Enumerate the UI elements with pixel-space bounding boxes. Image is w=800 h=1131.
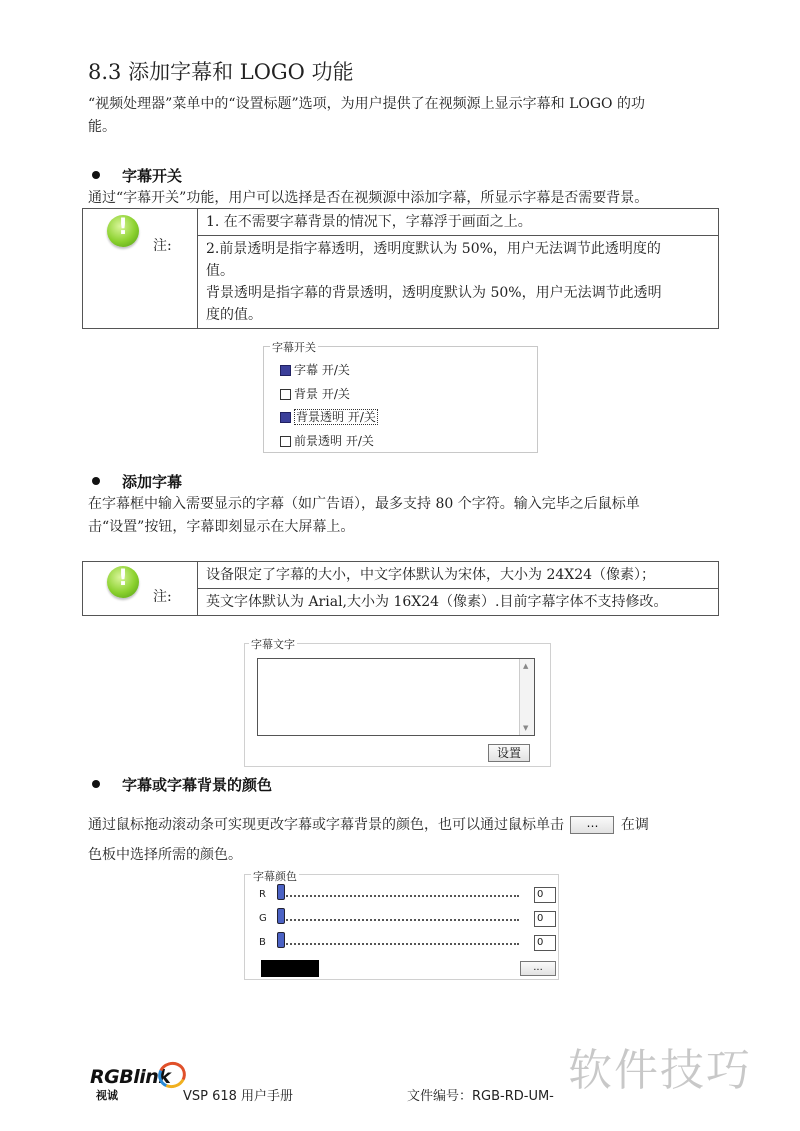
checkbox-foreground-transparent-toggle[interactable] xyxy=(280,432,374,449)
value-input-g[interactable]: 0 xyxy=(534,911,556,927)
scroll-down-icon[interactable]: ▼ xyxy=(523,724,529,732)
intro-line-2: 能。 xyxy=(88,119,116,135)
palette-button[interactable]: ... xyxy=(520,961,556,976)
color-desc-text: 通过鼠标拖动滚动条可实现更改字幕或字幕背景的颜色，也可以通过鼠标单击 xyxy=(88,817,564,833)
note-row-1: 1. 在不需要字幕背景的情况下，字幕浮于画面之上。 xyxy=(198,209,719,236)
bullet-icon xyxy=(92,477,100,485)
exclamation-icon xyxy=(107,566,139,598)
channel-label-r: R xyxy=(259,889,266,900)
checkbox-label: 背景透明 开/关 xyxy=(296,410,376,424)
subtitle-switch-panel xyxy=(263,341,538,453)
note-label: 注: xyxy=(153,589,172,605)
value-input-b[interactable]: 0 xyxy=(534,935,556,951)
note-table-1 xyxy=(82,208,719,329)
channel-label-g: G xyxy=(259,913,267,924)
note-row-2-line: 背景透明是指字幕的背景透明，透明度默认为 50%，用户无法调节此透明 xyxy=(206,285,662,301)
checkbox-subtitle-toggle[interactable] xyxy=(280,361,350,378)
panel-legend: 字幕文字 xyxy=(251,638,295,651)
subtitle-text-panel xyxy=(244,638,551,767)
note-row-2 xyxy=(198,236,719,329)
color-desc-2: 色板中选择所需的颜色。 xyxy=(88,847,242,863)
checkbox-background-transparent-toggle[interactable] xyxy=(280,408,378,425)
heading-text: 字幕或字幕背景的颜色 xyxy=(122,776,273,794)
color-desc-text: 在调 xyxy=(620,817,649,833)
subtitle-switch-desc: 通过“字幕开关”功能，用户可以选择是否在视频源中添加字幕，所显示字幕是否需要背景。 xyxy=(88,190,649,206)
slider-thumb-g[interactable] xyxy=(277,908,285,924)
checkbox-label: 字幕 开/关 xyxy=(294,363,350,377)
checkbox[interactable] xyxy=(280,389,291,400)
brand-logo-subtext: 视诚 xyxy=(96,1089,118,1102)
section-title: 8.3 添加字幕和 LOGO 功能 xyxy=(88,60,354,84)
note-table-2 xyxy=(82,561,719,616)
value-input-r[interactable]: 0 xyxy=(534,887,556,903)
subtitle-color-panel xyxy=(244,870,559,980)
panel-legend: 字幕开关 xyxy=(272,341,316,354)
bullet-icon xyxy=(92,171,100,179)
note-row-1: 设备限定了字幕的大小，中文字体默认为宋体，大小为 24X24（像素）； xyxy=(198,562,719,589)
bullet-icon xyxy=(92,780,100,788)
add-subtitle-desc-1: 在字幕框中输入需要显示的字幕（如广告语），最多支持 80 个字符。输入完毕之后鼠标单 xyxy=(88,496,640,512)
color-heading xyxy=(92,774,272,795)
add-subtitle-desc-2: 击“设置”按钮，字幕即刻显示在大屏幕上。 xyxy=(88,519,355,535)
checkbox[interactable] xyxy=(280,436,291,447)
panel-legend: 字幕颜色 xyxy=(253,870,297,883)
checkbox-background-toggle[interactable] xyxy=(280,385,350,402)
checkbox[interactable] xyxy=(280,365,291,376)
note-row-2: 英文字体默认为 Arial,大小为 16X24（像素）.目前字幕字体不支持修改。 xyxy=(198,589,719,616)
note-label: 注: xyxy=(153,238,172,254)
document-number: 文件编号：RGB-RD-UM- xyxy=(407,1089,554,1104)
checkbox-label: 前景透明 开/关 xyxy=(294,434,374,448)
slider-b[interactable] xyxy=(279,939,519,945)
exclamation-icon xyxy=(107,215,139,247)
slider-g[interactable] xyxy=(279,915,519,921)
slider-r[interactable] xyxy=(279,891,519,897)
subtitle-text-input[interactable] xyxy=(257,658,535,736)
scrollbar[interactable] xyxy=(519,659,534,735)
manual-title: VSP 618 用户手册 xyxy=(183,1089,294,1104)
note-row-2-line: 度的值。 xyxy=(206,307,262,323)
brand-logo: RGBlink xyxy=(90,1066,171,1088)
add-subtitle-heading xyxy=(92,471,182,492)
scroll-up-icon[interactable]: ▲ xyxy=(523,662,529,670)
note-row-2-line: 值。 xyxy=(206,263,234,279)
color-desc-1 xyxy=(88,813,649,837)
slider-thumb-b[interactable] xyxy=(277,932,285,948)
watermark: 软件技巧 xyxy=(568,1045,752,1096)
slider-thumb-r[interactable] xyxy=(277,884,285,900)
heading-text: 添加字幕 xyxy=(122,473,183,491)
heading-text: 字幕开关 xyxy=(122,167,183,185)
checkbox-label: 背景 开/关 xyxy=(294,387,350,401)
channel-label-b: B xyxy=(259,937,266,948)
intro-line-1: “视频处理器”菜单中的“设置标题”选项，为用户提供了在视频源上显示字幕和 LOGO 的功 xyxy=(88,96,645,112)
note-icon-cell xyxy=(83,209,198,329)
note-icon-cell xyxy=(83,562,198,616)
set-button[interactable]: 设置 xyxy=(488,744,530,762)
note-row-2-line: 2.前景透明是指字幕透明，透明度默认为 50%，用户无法调节此透明度的 xyxy=(206,241,661,257)
inline-palette-button[interactable]: … xyxy=(570,816,614,834)
subtitle-switch-heading xyxy=(92,165,182,186)
color-swatch xyxy=(261,960,319,977)
checkbox[interactable] xyxy=(280,412,291,423)
